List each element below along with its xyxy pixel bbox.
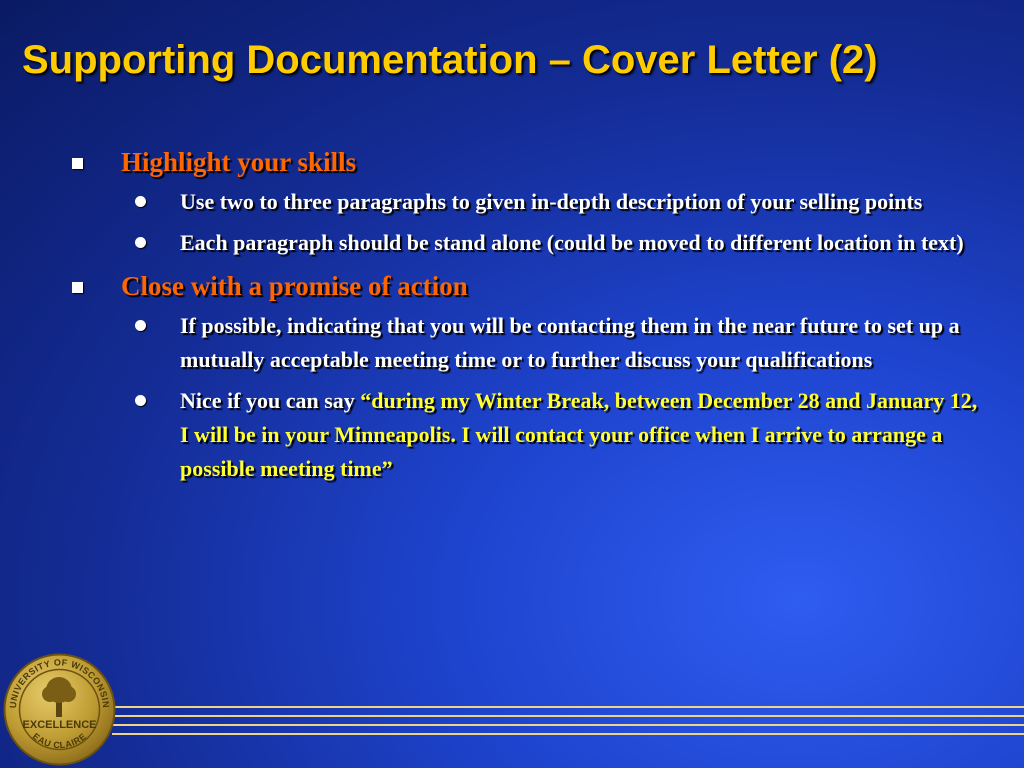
sub-bullet-text: Nice if you can say bbox=[180, 388, 361, 413]
sub-bullet-text: If possible, indicating that you will be contacting them in the near future to set up a mutually acceptable meeting time or to further discuss your qualifications bbox=[180, 313, 960, 372]
divider bbox=[112, 706, 1024, 708]
sub-bullet-text: Use two to three paragraphs to given in-depth description of your selling points bbox=[180, 189, 923, 214]
bullet-heading: Close with a promise of action bbox=[121, 271, 468, 301]
sub-bullet bbox=[0, 185, 1024, 219]
sub-bullet-text: Each paragraph should be stand alone (could be moved to different location in text) bbox=[180, 230, 964, 255]
square-bullet-icon bbox=[72, 282, 83, 293]
round-bullet-icon bbox=[135, 196, 146, 207]
round-bullet-icon bbox=[135, 395, 146, 406]
university-seal-logo bbox=[2, 652, 117, 767]
divider bbox=[112, 733, 1024, 735]
seal-ring-bottom-text: EAU CLAIRE bbox=[30, 731, 89, 751]
slide-title: Supporting Documentation – Cover Letter (2) bbox=[22, 38, 878, 82]
round-bullet-icon bbox=[135, 320, 146, 331]
divider bbox=[112, 724, 1024, 726]
seal-ring-top-text: UNIVERSITY OF WISCONSIN bbox=[7, 657, 112, 709]
divider bbox=[112, 715, 1024, 717]
seal-center-text: EXCELLENCE bbox=[22, 719, 97, 731]
bullet-highlight-skills bbox=[0, 143, 1024, 181]
sub-bullet bbox=[0, 309, 1024, 377]
square-bullet-icon bbox=[72, 158, 83, 169]
bullet-promise-action bbox=[0, 267, 1024, 305]
example-quote: “during my Winter Break, between December 28 and January 12, I will be in your Minneapolis. I will contact your office when I arrive to arrange a possible meeting time” bbox=[180, 388, 978, 481]
decorative-lines bbox=[112, 706, 1024, 736]
sub-bullet bbox=[0, 384, 1024, 486]
sub-bullet bbox=[0, 226, 1024, 260]
slide-content bbox=[0, 143, 1024, 493]
round-bullet-icon bbox=[135, 237, 146, 248]
bullet-heading: Highlight your skills bbox=[121, 147, 357, 177]
